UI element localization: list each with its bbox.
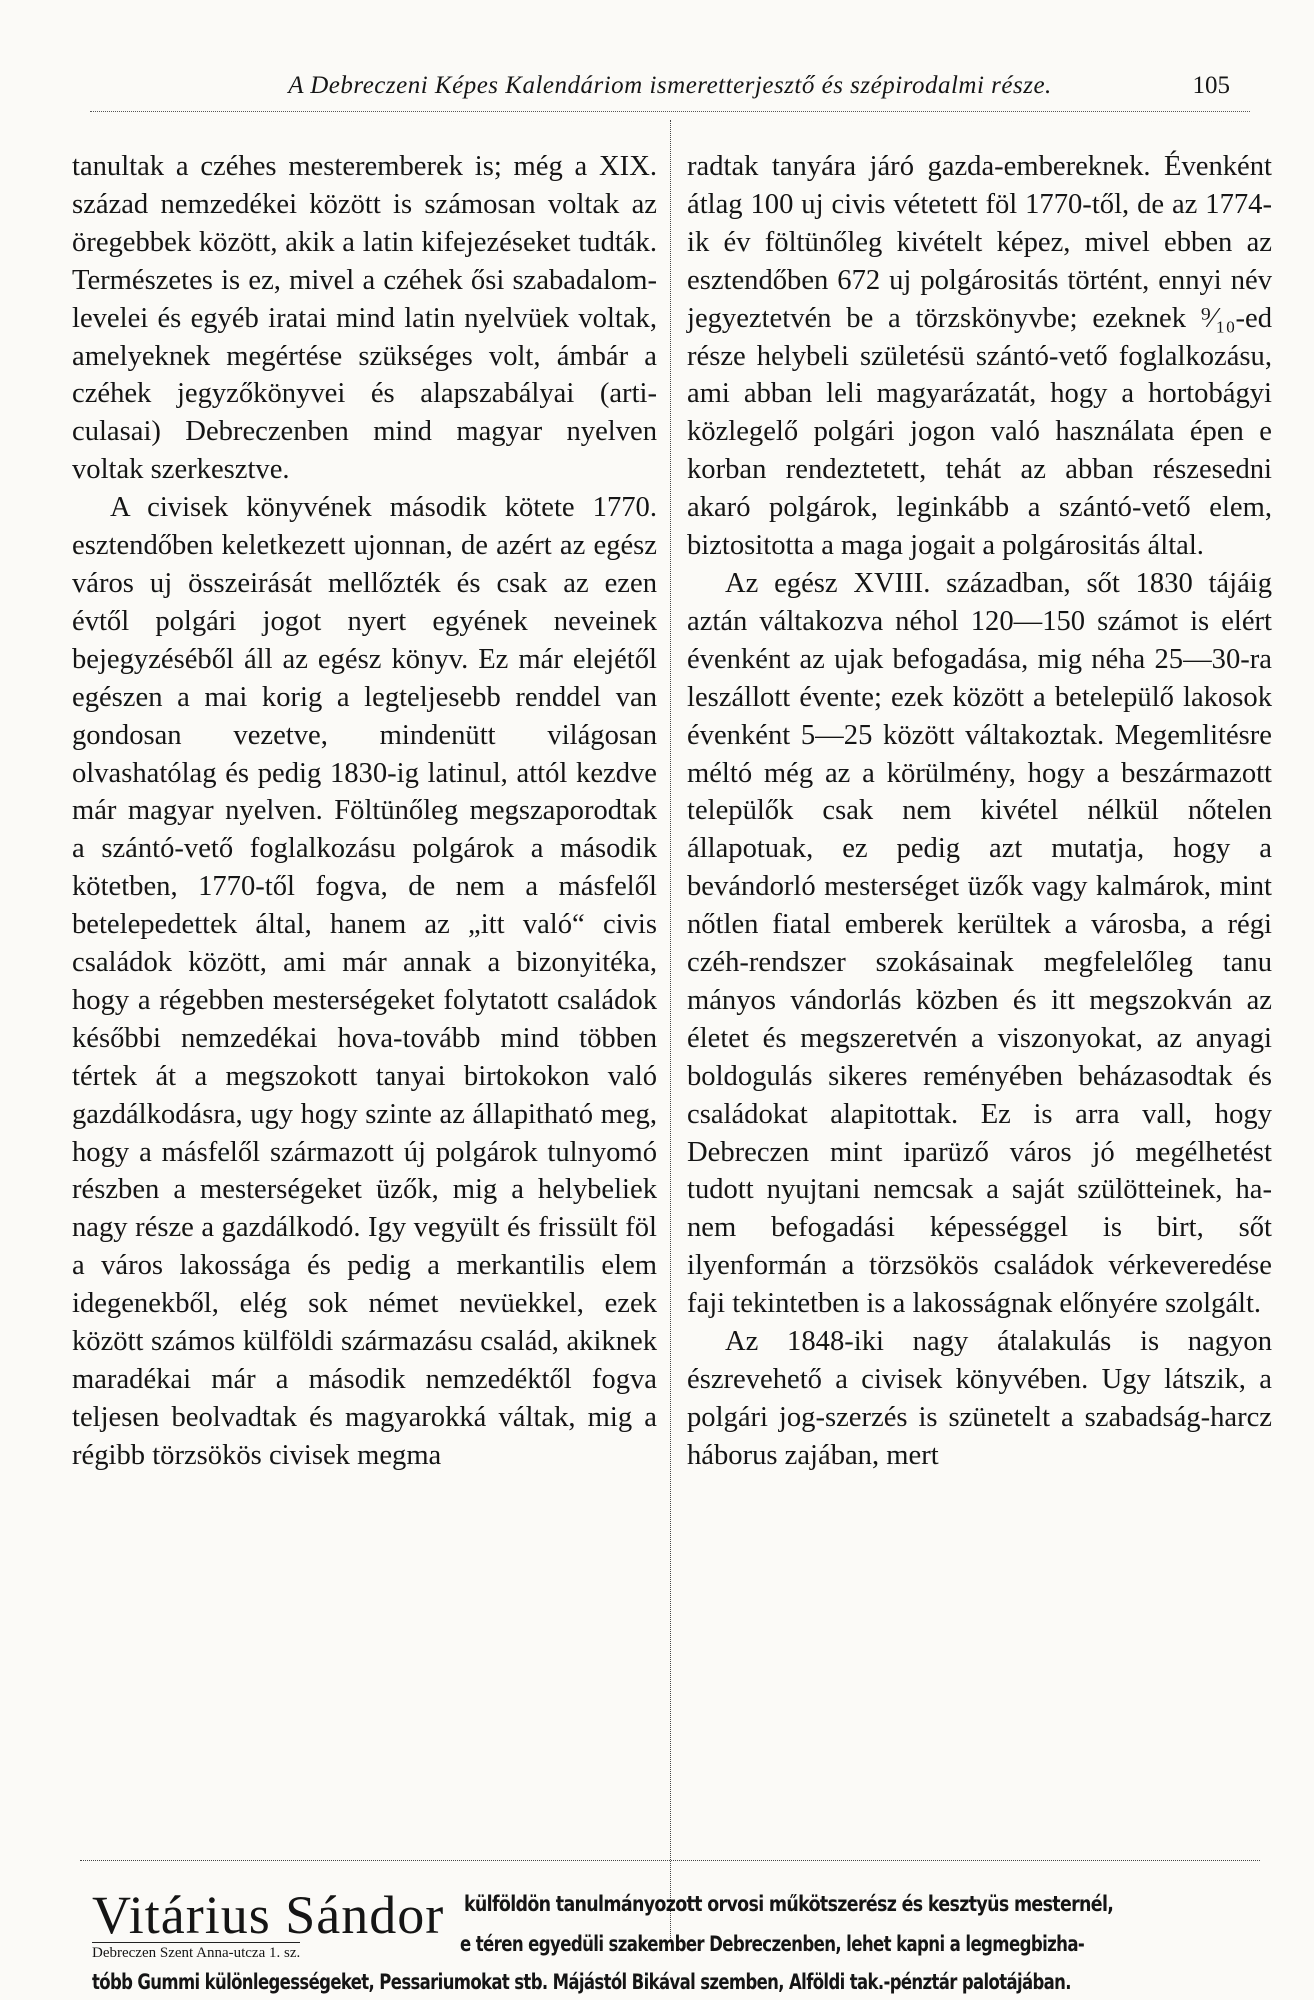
advertisement-rule <box>80 1860 1260 1861</box>
advertisement-line-3: tóbb Gummi különlegességeket, Pessariumokat stb. Májástól Bikával szemben, Alföldi tak.-pénztár palotájában. <box>92 1970 1071 1994</box>
page-header <box>90 64 1250 112</box>
right-paragraph-3: Az 1848-iki nagy átalakulás is nagyon észrevehető a civisek könyvében. Ugy látszik, a polgári jog-szerzés is szünetelt a szabadság-harcz háborus zajában, mert <box>687 1326 1272 1471</box>
page-number: 105 <box>1192 72 1230 99</box>
advertisement-line-2: e téren egyedüli szakember Debreczenben, lehet kapni a legmegbizha- <box>460 1932 1085 1956</box>
right-paragraph-2: Az egész XVIII. században, sőt 1830 tájáig aztán váltakozva néhol 120—150 számot is elért évenként az ujak befogadása, mig néha 25—30-ra leszállott évente; ezek között a betelepülő lakosok évenként 5—25 között váltakoztak. Megemlitésre méltó még az a körülmény, hogy a beszármazott települők csak nem kivétel nélkül nőtelen állapotuak, ez pedig azt mutatja, hogy a bevándorló mesterséget üzők vagy kalmárok, mint nőtlen fiatal emberek kerültek a városba, a régi czéh-rendszer szokásainak megfelelőleg tanu mányos vándorlás közben és itt megszokván az életet és megszeretvén a viszonyokat, az anyagi boldogulás sikeres reményében beházasodtak és családokat alapitottak. Ez is arra vall, hogy Debreczen mint iparüző város jó megélhetést tudott nyujtani nemcsak a saját szülötteinek, hanem befogadási képességgel is birt, sőt ilyenformán a törzsökös családok vérkeveredése faji tekintetben is a lakosságnak előnyére szolgált. <box>687 567 1272 1320</box>
running-title: A Debreczeni Képes Kalendáriom ismeretterjesztő és szépirodalmi része. <box>288 72 1052 99</box>
left-column <box>72 148 657 1475</box>
advertiser-address: Debreczen Szent Anna-utcza 1. sz. <box>92 1942 300 1962</box>
header-rule <box>90 111 1250 112</box>
advertisement-line-1: külföldön tanulmányozott orvosi műkötszerész és kesztyüs mesternél, <box>464 1892 1114 1916</box>
column-divider <box>670 120 671 1942</box>
left-paragraph-1: tanultak a czéhes mesteremberek is; még a XIX. század nemzedékei között is számosan voltak az öregebbek között, akik a latin kifejezéseket tudták. Természetes is ez, mivel a czéhek ősi szabadalom-levelei és egyéb iratai mind latin nyelvüek voltak, amelyeknek megértése szükséges volt, ámbár a czéhek jegyzőkönyvei és alapszabályai (articulasai) Debreczenben mind magyar nyelven voltak szerkesztve. <box>72 151 657 486</box>
right-paragraph-1: radtak tanyára járó gazda-embereknek. Évenként átlag 100 uj civis vétetett föl 1770-től, de az 1774-ik év föltünőleg kivételt képez, mivel ebben az esztendőben 672 uj polgárositás történt, ennyi név jegyeztetvén be a törzskönyvbe; ezeknek ⁹⁄₁₀-ed része helybeli születésü szántó-vető foglalkozásu, ami abban leli magyarázatát, hogy a hortobágyi közlegelő polgári jogon való használata épen e korban rendeztetett, tehát az abban részesedni akaró polgárok, leginkább a szántó-vető elem, biztositotta a maga jogait a polgárositás által. <box>687 151 1272 562</box>
advertiser-name: Vitárius Sándor <box>92 1885 445 1945</box>
left-paragraph-2: A civisek könyvének második kötete 1770. esztendőben keletkezett ujonnan, de azért az egész város uj összeirását mellőzték és csak az ezen évtől polgári jogot nyert egyének neveinek bejegyzéséből áll az egész könyv. Ez már elejétől egészen a mai korig a legteljesebb renddel van gondosan vezetve, mindenütt világosan olvashatólag és pedig 1830-ig latinul, attól kezdve már magyar nyelven. Föltünőleg megszaporodtak a szántó-vető foglalkozásu polgárok a második kötetben, 1770-től fogva, de nem a másfelől betelepedettek által, hanem az „itt való“ civis családok között, ami már annak a bizonyitéka, hogy a régebben mesterségeket folytatott családok későbbi nemzedékai hova-tovább mind többen tértek át a megszokott tanyai birtokokon való gazdálkodásra, ugy hogy szinte az állapitható meg, hogy a másfelől származott új polgárok tulnyomó részben a mesterségeket üzők, mig a helybeliek nagy része a gazdálkodó. Igy vegyült és frissült föl a város lakossága és pedig a merkantilis elem idegenekből, elég sok német nevüekkel, ezek között számos külföldi származásu család, akiknek maradékai már a második nemzedéktől fogva teljesen beolvadtak és magyarokká váltak, mig a régibb törzsökös civisek megma <box>72 492 657 1471</box>
advertisement <box>92 1886 1282 1996</box>
right-column <box>687 148 1272 1475</box>
